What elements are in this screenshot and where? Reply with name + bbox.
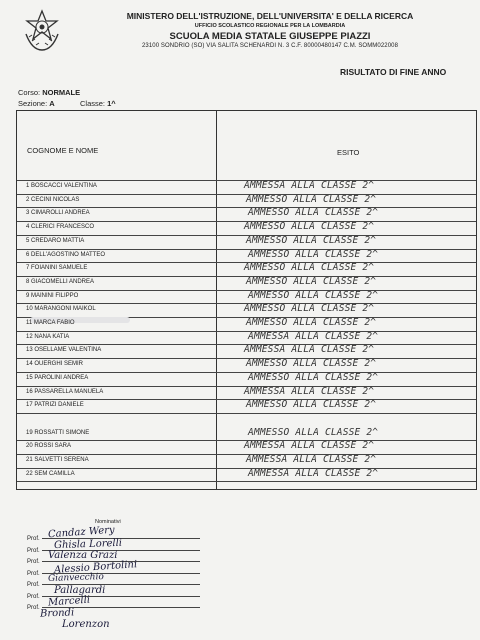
student-result: AMMESSO ALLA CLASSE 2^	[244, 221, 375, 233]
signature-row	[27, 542, 40, 552]
student-result: AMMESSA ALLA CLASSE 2^	[244, 180, 375, 191]
row-divider	[17, 481, 476, 482]
row-divider	[17, 290, 476, 291]
student-name: 13 OSELLAME VALENTINA	[26, 347, 102, 354]
student-name: 17 PATRIZI DANIELE	[26, 402, 84, 409]
student-result: AMMESSO ALLA CLASSE 2^	[244, 262, 375, 274]
student-result: AMMESSA ALLA CLASSE 2^	[246, 454, 377, 465]
student-result: AMMESSO ALLA CLASSE 2^	[246, 317, 377, 328]
student-name: 19 ROSSATTI SIMONE	[26, 429, 90, 436]
column-header-name: COGNOME E NOME	[27, 146, 99, 155]
student-result: AMMESSA ALLA CLASSE 2^	[244, 385, 375, 397]
column-divider	[216, 111, 217, 489]
signature-row	[27, 599, 40, 609]
student-name: 6 DELL'AGOSTINO MATTEO	[26, 251, 106, 258]
signature-row	[27, 565, 40, 575]
row-divider	[17, 249, 476, 250]
row-divider	[17, 372, 476, 373]
student-name: 8 GIACOMELLI ANDREA	[26, 278, 95, 285]
row-divider	[17, 413, 476, 414]
course-line	[18, 88, 80, 97]
prof-label: Prof.	[27, 558, 40, 565]
student-name: 20 ROSSI SARA	[26, 443, 72, 450]
handwritten-signature: Brondi	[39, 606, 75, 620]
student-name: 1 BOSCACCI VALENTINA	[26, 183, 97, 189]
student-name: 2 CECINI NICOLAS	[26, 196, 80, 203]
course-label: Corso:	[18, 88, 41, 97]
signature-row	[27, 553, 40, 563]
handwritten-signature: Ghisla Lorelli	[53, 537, 123, 551]
signatures-title: Nominativi	[95, 519, 121, 525]
student-result: AMMESSA ALLA CLASSE 2^	[244, 344, 375, 356]
signature-row	[27, 530, 40, 540]
row-divider	[17, 331, 476, 332]
student-result: AMMESSO ALLA CLASSE 2^	[248, 207, 379, 219]
student-name: 22 SEM CAMILLA	[26, 470, 75, 477]
handwritten-signature: Alessio Bortolini	[53, 558, 138, 576]
student-result: AMMESSO ALLA CLASSE 2^	[244, 303, 375, 315]
handwritten-signature: Candaz Wery	[47, 524, 115, 541]
class-label: Classe:	[80, 99, 106, 108]
student-result: AMMESSA ALLA CLASSE 2^	[244, 440, 375, 452]
regional-office-heading: UFFICIO SCOLASTICO REGIONALE PER LA LOMBARDIA	[194, 23, 346, 29]
prof-label: Prof.	[27, 604, 40, 611]
handwritten-signature: Valenza Grazi	[48, 550, 118, 561]
signature-row	[27, 576, 40, 586]
handwritten-signature: Pallagardi	[54, 584, 106, 596]
class-line	[80, 99, 116, 108]
student-name: 12 NANA KATIA	[26, 333, 70, 340]
prof-label: Prof.	[27, 581, 40, 588]
course-value: NORMALE	[42, 88, 81, 97]
student-name: 11 MARCA FABIO	[26, 320, 75, 326]
student-result: AMMESSA ALLA CLASSE 2^	[248, 330, 379, 342]
student-name: 21 SALVETTI SERENA	[26, 457, 89, 463]
prof-label: Prof.	[27, 570, 40, 577]
section-line	[18, 99, 55, 108]
student-result: AMMESSO ALLA CLASSE 2^	[246, 193, 377, 205]
ministry-heading: MINISTERO DELL'ISTRUZIONE, DELL'UNIVERSITA' E DELLA RICERCA	[126, 11, 414, 21]
student-name: 5 CREDARO MATTIA	[26, 237, 85, 244]
student-name: 14 OUERGHI SEMIR	[26, 361, 84, 368]
handwritten-signature: Lorenzon	[62, 619, 110, 630]
italian-republic-emblem-icon	[22, 8, 62, 52]
student-name: 15 PAROLINI ANDREA	[26, 374, 89, 381]
prof-label: Prof.	[27, 547, 40, 554]
student-result: AMMESSO ALLA CLASSE 2^	[248, 426, 379, 438]
student-result: AMMESSO ALLA CLASSE 2^	[248, 371, 379, 383]
student-result: AMMESSO ALLA CLASSE 2^	[246, 358, 377, 370]
row-divider	[17, 207, 476, 208]
prof-label: Prof.	[27, 593, 40, 600]
signature-row	[27, 588, 40, 598]
handwritten-signature: Marcelli	[47, 594, 91, 609]
student-name: 16 PASSARELLA MANUELA	[26, 388, 104, 395]
student-result: AMMESSO ALLA CLASSE 2^	[248, 289, 379, 301]
student-name: 9 MAININI FILIPPO	[26, 292, 79, 299]
student-result: AMMESSO ALLA CLASSE 2^	[246, 234, 377, 246]
result-title: RISULTATO DI FINE ANNO	[340, 67, 447, 77]
student-result: AMMESSO ALLA CLASSE 2^	[248, 248, 379, 260]
section-value: A	[49, 99, 55, 108]
row-divider	[17, 468, 476, 469]
prof-label: Prof.	[27, 535, 40, 542]
student-result: AMMESSO ALLA CLASSE 2^	[246, 275, 377, 287]
student-name: 3 CIMAROLLI ANDREA	[26, 210, 90, 217]
student-name: 7 FOIANINI SAMUELE	[26, 265, 88, 272]
student-result: AMMESSA ALLA CLASSE 2^	[248, 467, 379, 479]
column-header-result: ESITO	[337, 148, 360, 157]
student-result: AMMESSO ALLA CLASSE 2^	[246, 399, 377, 411]
handwritten-signature: Gianvecchio	[47, 572, 104, 584]
school-name: SCUOLA MEDIA STATALE GIUSEPPE PIAZZI	[169, 31, 371, 42]
student-name: 10 MARANGONI MAIKOL	[26, 306, 96, 313]
section-label: Sezione:	[18, 99, 48, 108]
school-address: 23100 SONDRIO (SO) VIA SALITA SCHENARDI N. 3 C.F. 80000480147 C.M. SOMM022008	[141, 43, 399, 49]
class-value: 1^	[107, 99, 116, 108]
student-name: 4 CLERICI FRANCESCO	[26, 224, 95, 231]
